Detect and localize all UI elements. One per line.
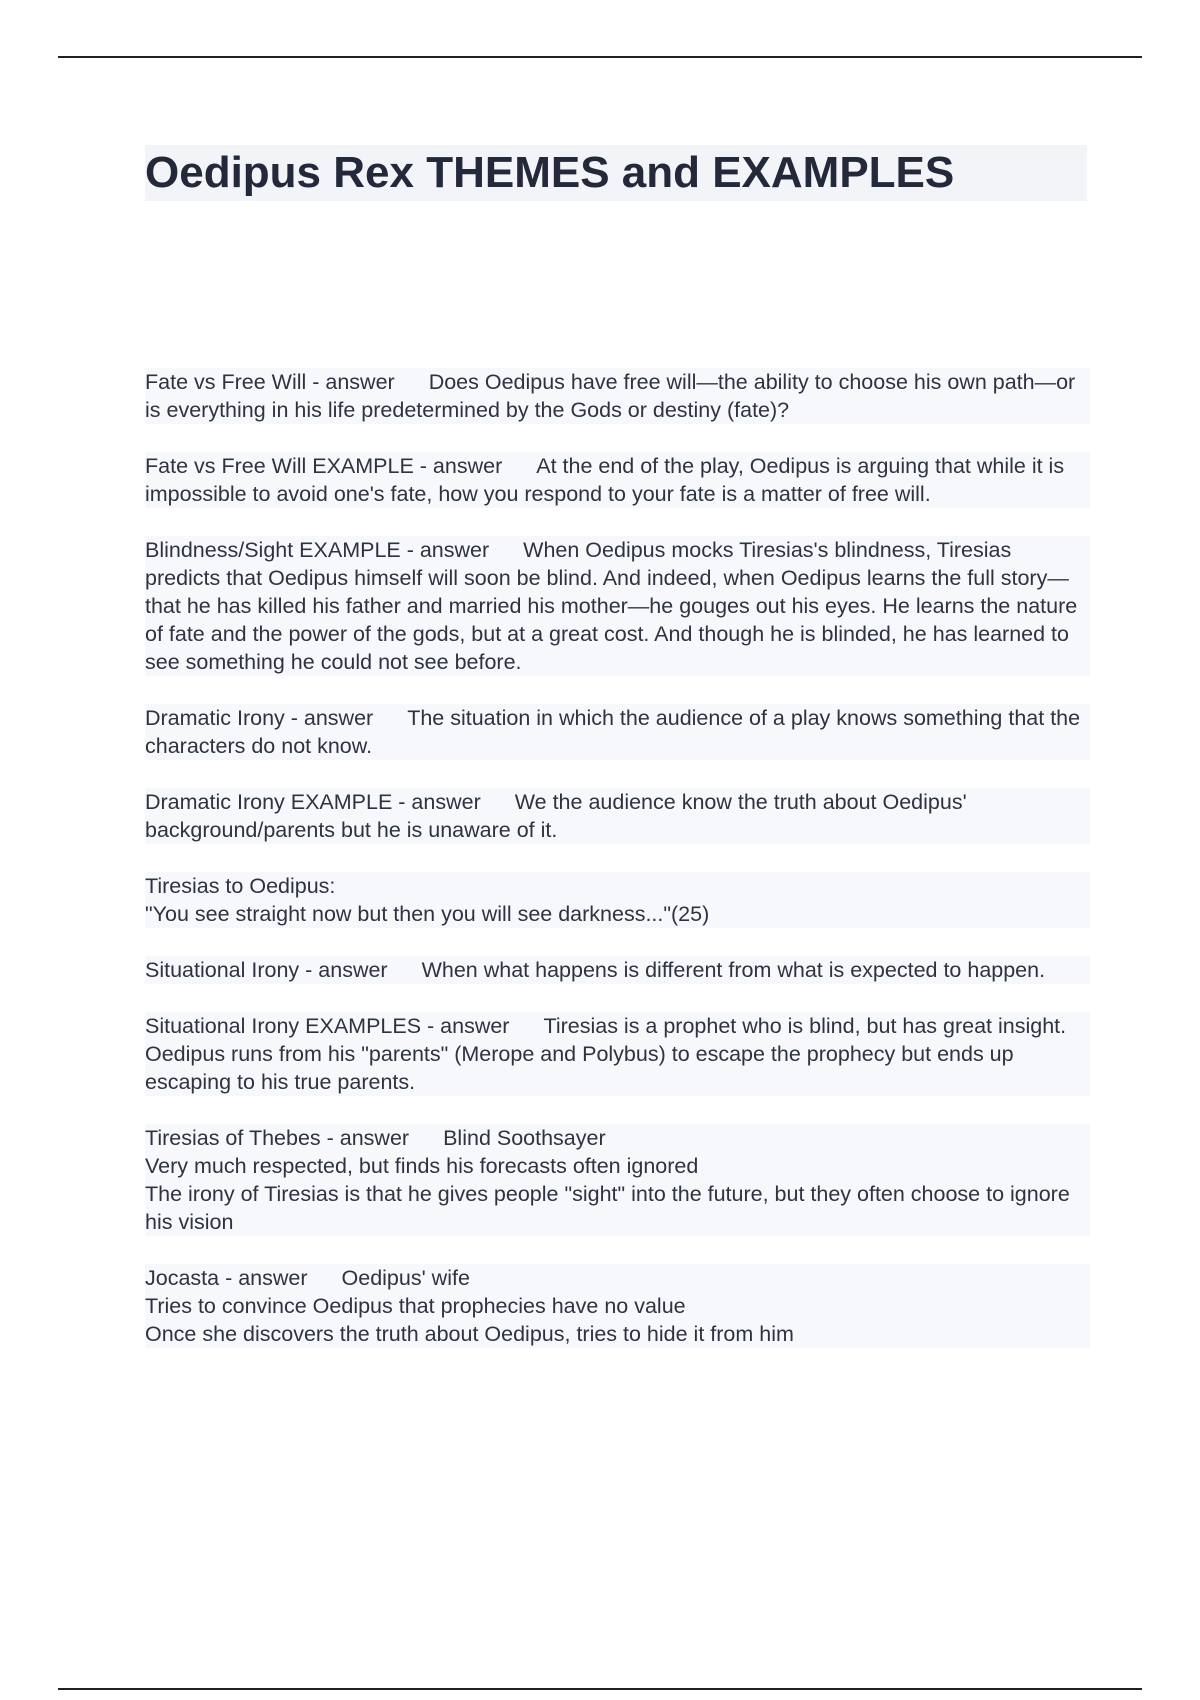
entry-definition: Blind Soothsayer	[443, 1126, 606, 1150]
entry-blindness-sight-example	[145, 536, 1090, 676]
entry-line: Oedipus runs from his "parents" (Merope and Polybus) to escape the prophecy but ends up escaping to his true parents.	[145, 1042, 1014, 1094]
entry-dramatic-irony	[145, 704, 1090, 760]
title-banner	[145, 145, 1087, 201]
flashcard-list	[145, 368, 1090, 1376]
entry-line: The irony of Tiresias is that he gives people "sight" into the future, but they often choose to ignore his vision	[145, 1182, 1070, 1234]
entry-situational-irony	[145, 956, 1090, 984]
entry-situational-irony-examples	[145, 1012, 1090, 1096]
entry-definition: Tiresias is a prophet who is blind, but has great insight.	[543, 1014, 1067, 1038]
entry-definition: At the end of the play, Oedipus is arguing that while it is impossible to avoid one's fate, how you respond to your fate is a matter of free will.	[145, 454, 1065, 506]
entry-definition: Oedipus' wife	[341, 1266, 470, 1290]
entry-tiresias-quote	[145, 872, 1090, 928]
entry-term: Dramatic Irony EXAMPLE - answer	[145, 790, 481, 814]
entry-term: Dramatic Irony - answer	[145, 706, 374, 730]
entry-fate-vs-free-will	[145, 368, 1090, 424]
entry-term: Fate vs Free Will - answer	[145, 370, 395, 394]
entry-term: Jocasta - answer	[145, 1266, 308, 1290]
entry-line: "You see straight now but then you will see darkness..."(25)	[145, 902, 710, 926]
entry-term: Blindness/Sight EXAMPLE - answer	[145, 538, 490, 562]
top-rule	[58, 56, 1142, 58]
entry-dramatic-irony-example	[145, 788, 1090, 844]
entry-definition: Does Oedipus have free will—the ability to choose his own path—or is everything in his life predetermined by the Gods or destiny (fate)?	[145, 370, 1076, 422]
entry-definition: When Oedipus mocks Tiresias's blindness, Tiresias predicts that Oedipus himself will soon be blind. And indeed, when Oedipus learns the full story—that he has killed his father and married his mother—he gouges out his eyes. He learns the nature of fate and the power of the gods, but at a great cost. And though he is blinded, he has learned to see something he could not see before.	[145, 538, 1078, 674]
entry-line: Tiresias to Oedipus:	[145, 874, 336, 898]
entry-line: Tries to convince Oedipus that prophecies have no value	[145, 1294, 686, 1318]
entry-term: Situational Irony EXAMPLES - answer	[145, 1014, 510, 1038]
entry-term: Tiresias of Thebes - answer	[145, 1126, 410, 1150]
entry-jocasta	[145, 1264, 1090, 1348]
entry-term: Fate vs Free Will EXAMPLE - answer	[145, 454, 503, 478]
entry-fate-vs-free-will-example	[145, 452, 1090, 508]
entry-line: Once she discovers the truth about Oedipus, tries to hide it from him	[145, 1322, 794, 1346]
entry-line: Very much respected, but finds his forecasts often ignored	[145, 1154, 699, 1178]
entry-definition: When what happens is different from what is expected to happen.	[421, 958, 1046, 982]
bottom-rule	[58, 1688, 1142, 1690]
entry-term: Situational Irony - answer	[145, 958, 388, 982]
entry-definition: The situation in which the audience of a play knows something that the characters do not know.	[145, 706, 1081, 758]
entry-tiresias-of-thebes	[145, 1124, 1090, 1236]
entry-definition: We the audience know the truth about Oedipus' background/parents but he is unaware of it.	[145, 790, 967, 842]
page-title: Oedipus Rex THEMES and EXAMPLES	[145, 148, 955, 197]
